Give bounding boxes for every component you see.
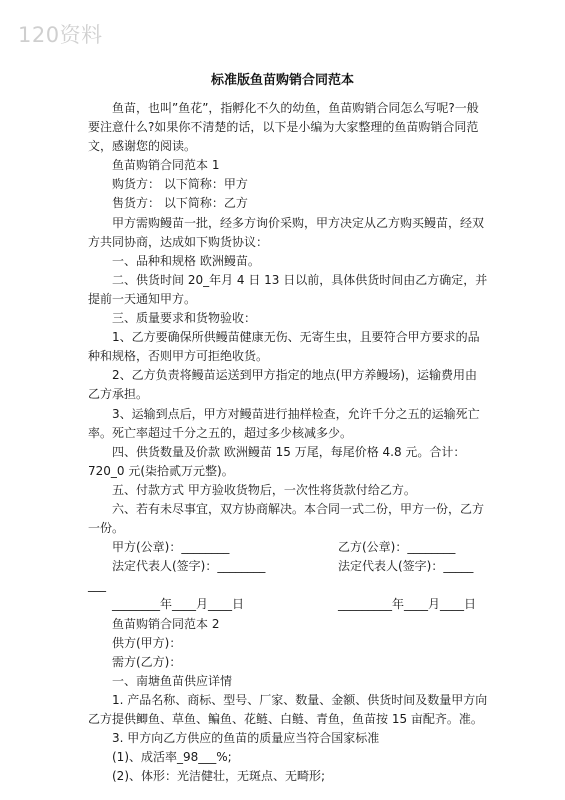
contract2-heading: 鱼苗购销合同范本 2 (112, 616, 220, 631)
clause-quality-3: 3、运输到点后，甲方对鳗苗进行抽样检查，允许千分之五的运输死亡率。死亡率超过千分之五的，超过多少核减多少。 (88, 406, 480, 440)
quality-body-shape: (2)、体形：光洁健壮，无斑点、无畸形; (112, 769, 326, 784)
party-b-date: _________年____月____日 (338, 597, 477, 612)
clause-variety: 一、品种和规格 欧洲鳗苗。 (112, 253, 260, 268)
clause-misc: 六、若有未尽事宜，双方协商解决。本合同一式二份，甲方一份，乙方一份。 (88, 501, 485, 536)
preamble-paragraph: 甲方需购鳗苗一批，经多方询价采购，甲方决定从乙方购买鳗苗，经双方共同协商，达成如下购货协议： (88, 215, 485, 249)
seller-line: 售货方： 以下简称：乙方 (112, 196, 248, 211)
point-product-info: 1. 产品名称、商标、型号、厂家、数量、金额、供货时间及数量甲方向乙方提供鲫鱼、草鱼、鳊鱼、花鲢、白鲢、青鱼，鱼苗按 15 亩配齐。准。 (88, 692, 488, 726)
signature-date-row (88, 595, 488, 614)
signature-rep-continuation: ___ (88, 578, 106, 593)
clause-quality-1: 1、乙方要确保所供鳗苗健康无伤、无寄生虫，且要符合甲方要求的品种和规格，否则甲方可拒绝收货。 (88, 330, 480, 364)
demander-line: 需方(乙方)： (112, 654, 182, 669)
quality-survival-rate: (1)、成活率_98___%; (112, 750, 232, 765)
signature-party-row (88, 538, 488, 557)
clause-quantity-price: 四、供货数量及价款 欧洲鳗苗 15 万尾，每尾价格 4.8 元。合计：720_0 元(柒拾贰万元整)。 (88, 444, 466, 478)
point-quality-standard: 3. 甲方向乙方供应的鱼苗的质量应当符合国家标准 (112, 731, 380, 746)
party-a-seal: 甲方(公章)：________ (112, 540, 230, 555)
clause-quality: 三、质量要求和货物验收： (112, 311, 257, 326)
party-a-rep: 法定代表人(签字)：________ (112, 559, 266, 574)
section-supply-details: 一、南塘鱼苗供应详情 (112, 673, 233, 688)
party-b-seal: 乙方(公章)：________ (338, 540, 456, 555)
contract1-heading: 鱼苗购销合同范本 1 (112, 158, 220, 173)
clause-quality-2: 2、乙方负责将鳗苗运送到甲方指定的地点(甲方养鳗场)，运输费用由乙方承担。 (88, 368, 478, 402)
clause-payment: 五、付款方式 甲方验收货物后，一次性将货款付给乙方。 (112, 482, 416, 497)
document-body (88, 99, 488, 786)
buyer-line: 购货方： 以下简称：甲方 (112, 177, 248, 192)
watermark: 120资料 (18, 23, 103, 47)
signature-rep-row (88, 557, 488, 576)
party-b-rep: 法定代表人(签字)：_____ (338, 559, 474, 574)
page-title: 标准版鱼苗购销合同范本 (210, 73, 354, 88)
supplier-line: 供方(甲方)： (112, 635, 182, 650)
intro-paragraph: 鱼苗，也叫”鱼花”，指孵化不久的幼鱼，鱼苗购销合同怎么写呢?一般要注意什么?如果你不清楚的话，以下是小编为大家整理的鱼苗购销合同范文，感谢您的阅读。 (88, 101, 479, 154)
clause-delivery-time: 二、供货时间 20_年月 4 日 13 日以前，具体供货时间由乙方确定，并提前一天通知甲方。 (88, 272, 488, 306)
party-a-date: ________年____月____日 (112, 597, 245, 612)
